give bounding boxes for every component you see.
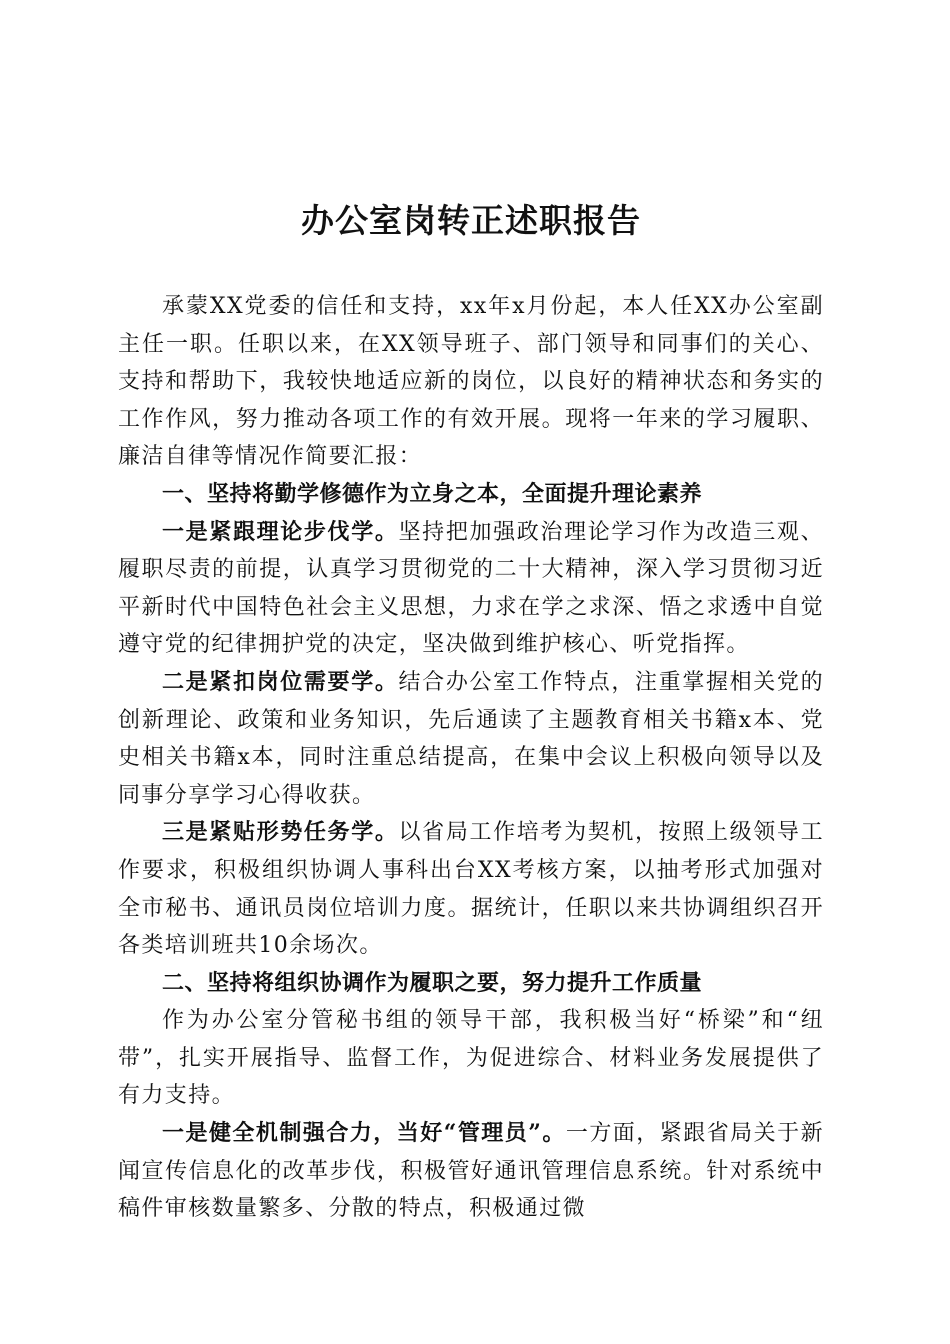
section-1-item-3-lead: 三是紧贴形势任务学。 (162, 819, 399, 846)
section-2-item-1 (118, 1115, 824, 1228)
section-2-item-1-lead: 一是健全机制强合力，当好“管理员”。 (162, 1120, 566, 1147)
document-page (118, 0, 824, 1344)
document-title: 办公室岗转正述职报告 (301, 201, 641, 240)
section-1-item-1-lead: 一是紧跟理论步伐学。 (162, 518, 399, 545)
section-2-item-1-text: 一方面，紧跟省局关于新闻宣传信息化的改革步伐，积极管好通讯管理信息系统。针对系统中稿件审核数量繁多、分散的特点，积极通过微 (118, 1121, 825, 1222)
section-1-item-2-text: 结合办公室工作特点，注重掌握相关党的创新理论、政策和业务知识，先后通读了主题教育相关书籍x本、党史相关书籍x本，同时注重总结提高，在集中会议上积极向领导以及同事分享学习心得收获。 (118, 669, 824, 808)
section-1-item-3 (118, 814, 824, 964)
section-1-heading: 一、坚持将勤学修德作为立身之本，全面提升理论素养 (162, 481, 703, 507)
section-1-item-1 (118, 514, 824, 664)
section-1-item-1-text: 坚持把加强政治理论学习作为改造三观、履职尽责的前提，认真学习贯彻党的二十大精神，深入学习贯彻习近平新时代中国特色社会主义思想，力求在学之求深、悟之求透中自觉遵守党的纪律拥护党的决定，坚决做到维护核心、听党指挥。 (118, 519, 824, 658)
section-2-heading: 二、坚持将组织协调作为履职之要，努力提升工作质量 (162, 970, 703, 996)
document-body (118, 288, 824, 1228)
section-1-item-2 (118, 664, 824, 814)
intro-paragraph: 承蒙XX党委的信任和支持，xx年x月份起，本人任XX办公室副主任一职。任职以来，在XX领导班子、部门领导和同事们的关心、支持和帮助下，我较快地适应新的岗位，以良好的精神状态和务实的工作作风，努力推动各项工作的有效开展。现将一年来的学习履职、廉洁自律等情况作简要汇报： (118, 294, 824, 470)
section-1-item-3-text: 以省局工作培考为契机，按照上级领导工作要求，积极组织协调人事科出台XX考核方案，以抽考形式加强对全市秘书、通讯员岗位培训力度。据统计，任职以来共协调组织召开各类培训班共10余场次。 (118, 820, 824, 959)
section-1-item-2-lead: 二是紧扣岗位需要学。 (162, 668, 399, 695)
section-2-intro: 作为办公室分管秘书组的领导干部，我积极当好“桥梁”和“纽带”，扎实开展指导、监督工作，为促进综合、材料业务发展提供了有力支持。 (118, 1008, 824, 1109)
